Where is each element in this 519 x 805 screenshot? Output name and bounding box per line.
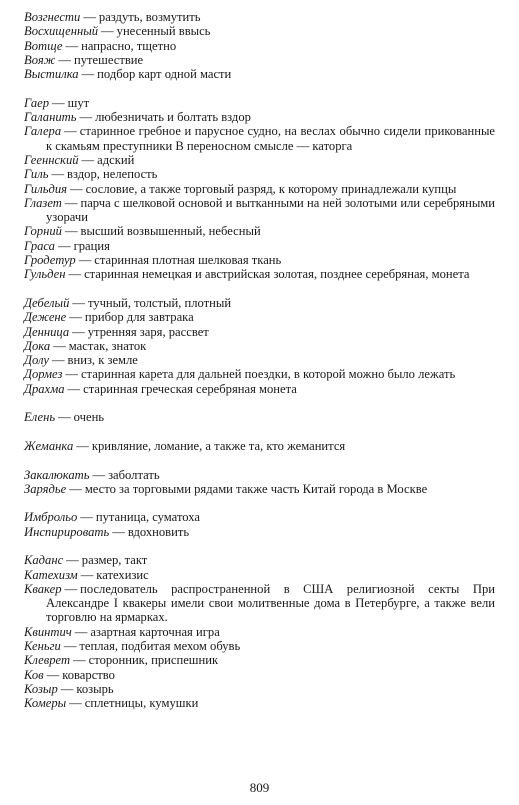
entry-term: Закалюкать <box>24 467 90 482</box>
glossary-entry <box>24 625 495 639</box>
entry-definition: шут <box>67 95 90 110</box>
glossary-group <box>24 553 495 710</box>
entry-definition: место за торговыми рядами также часть Китай города в Москве <box>84 481 428 496</box>
entry-definition: кривляние, ломание, а также та, кто жеманится <box>91 438 346 453</box>
entry-definition: последователь распространенной в США религиозной секты При Александре I квакеры имели свои молитвенные дома в Петербурге, а также вели торговлю на ярмарках. <box>46 581 495 625</box>
em-dash-separator: — <box>63 639 77 654</box>
em-dash-separator: — <box>46 667 60 682</box>
glossary-entry <box>24 582 495 625</box>
entry-definition: напрасно, тщетно <box>81 38 177 53</box>
em-dash-separator: — <box>53 338 66 353</box>
em-dash-separator: — <box>58 52 71 67</box>
em-dash-separator: — <box>57 238 71 253</box>
entry-term: Комеры <box>24 696 67 711</box>
entry-term: Драхма <box>24 381 65 396</box>
em-dash-separator: — <box>65 38 79 53</box>
em-dash-separator: — <box>64 224 78 239</box>
entry-term: Гаер <box>24 95 50 110</box>
glossary-entry <box>24 510 495 524</box>
glossary-entry <box>24 124 495 153</box>
em-dash-separator: — <box>69 181 83 196</box>
entry-term: Долу <box>24 353 49 368</box>
em-dash-separator: — <box>73 653 86 668</box>
glossary-entry <box>24 267 495 281</box>
glossary-entry <box>24 568 495 582</box>
em-dash-separator: — <box>112 524 125 539</box>
entry-definition: заболтать <box>108 467 160 482</box>
em-dash-separator: — <box>58 410 71 425</box>
glossary-entry <box>24 696 495 710</box>
entry-term: Гильдия <box>24 181 67 196</box>
entry-definition: тучный, толстый, плотный <box>87 295 232 310</box>
em-dash-separator: — <box>72 324 85 339</box>
entry-definition: утренняя заря, рассвет <box>87 324 209 339</box>
entry-definition: старинная карета для дальней поездки, в которой можно было лежать <box>80 367 456 382</box>
entry-definition: вздор, нелепость <box>67 167 158 182</box>
entry-term: Гиль <box>24 167 49 182</box>
entry-term: Восхищенный <box>24 24 99 39</box>
entry-term: Квинтич <box>24 624 72 639</box>
entry-definition: унесенный ввысь <box>116 24 211 39</box>
glossary-entry <box>24 439 495 453</box>
glossary-entry <box>24 310 495 324</box>
entry-definition: сторонник, приспешник <box>88 653 219 668</box>
glossary-entry <box>24 468 495 482</box>
em-dash-separator: — <box>81 152 95 167</box>
glossary-entry <box>24 182 495 196</box>
glossary-entry <box>24 167 495 181</box>
entry-definition: коварство <box>62 667 115 682</box>
entry-definition: адский <box>97 152 135 167</box>
entry-definition: путешествие <box>74 52 144 67</box>
glossary-entry <box>24 196 495 225</box>
em-dash-separator: — <box>60 681 74 696</box>
em-dash-separator: — <box>52 95 65 110</box>
em-dash-separator: — <box>67 381 81 396</box>
page-number: 809 <box>249 780 270 795</box>
glossary-entry <box>24 10 495 24</box>
glossary-entry <box>24 653 495 667</box>
entry-definition: старинная немецкая и австрийская золотая, позднее серебряная, монета <box>84 267 470 282</box>
glossary-entry <box>24 682 495 696</box>
entry-term: Катехизм <box>24 567 78 582</box>
em-dash-separator: — <box>101 24 114 39</box>
entry-term: Денница <box>24 324 70 339</box>
entry-term: Ков <box>24 667 44 682</box>
entry-definition: парча с шелковой основой и вытканными на ней золотыми или серебряными узорачи <box>46 195 495 225</box>
glossary-entry <box>24 39 495 53</box>
entry-definition: азартная карточная игра <box>90 624 220 639</box>
entry-term: Гродетур <box>24 253 76 268</box>
em-dash-separator: — <box>51 167 65 182</box>
em-dash-separator: — <box>74 624 88 639</box>
entry-definition: очень <box>73 410 105 425</box>
glossary-entry <box>24 553 495 567</box>
glossary-entry <box>24 296 495 310</box>
entry-term: Кеньги <box>24 639 61 654</box>
entry-term: Жеманка <box>24 438 74 453</box>
glossary-list <box>24 10 495 711</box>
em-dash-separator: — <box>69 696 82 711</box>
em-dash-separator: — <box>76 438 89 453</box>
glossary-entry <box>24 224 495 238</box>
entry-term: Гееннский <box>24 152 79 167</box>
entry-definition: сплетницы, кумушки <box>84 696 199 711</box>
entry-definition: козырь <box>76 681 114 696</box>
em-dash-separator: — <box>72 295 85 310</box>
glossary-group <box>24 510 495 539</box>
glossary-entry <box>24 353 495 367</box>
em-dash-separator: — <box>79 110 93 125</box>
entry-definition: подбор карт одной масти <box>97 67 232 82</box>
entry-term: Инспирировать <box>24 524 110 539</box>
glossary-entry <box>24 367 495 381</box>
em-dash-separator: — <box>68 267 82 282</box>
glossary-entry <box>24 668 495 682</box>
entry-definition: старинное гребное и парусное судно, на веслах обычно сидели прикованные к скамьям преступники В переносном смысле — каторга <box>46 124 495 153</box>
em-dash-separator: — <box>66 553 79 568</box>
entry-term: Клеврет <box>24 653 71 668</box>
entry-term: Дебелый <box>24 295 70 310</box>
glossary-entry <box>24 639 495 653</box>
em-dash-separator: — <box>65 367 78 382</box>
entry-definition: высший возвышенный, небесный <box>80 224 261 239</box>
glossary-entry <box>24 239 495 253</box>
entry-definition: сословие, а также торговый разряд, к которому принадлежали купцы <box>85 181 457 196</box>
glossary-entry <box>24 382 495 396</box>
entry-definition: путаница, суматоха <box>95 510 200 525</box>
entry-term: Имброльо <box>24 510 78 525</box>
glossary-entry <box>24 253 495 267</box>
glossary-entry <box>24 153 495 167</box>
entry-term: Дежене <box>24 310 67 325</box>
glossary-entry <box>24 482 495 496</box>
glossary-entry <box>24 525 495 539</box>
entry-term: Козыр <box>24 681 58 696</box>
entry-term: Граса <box>24 238 55 253</box>
em-dash-separator: — <box>69 310 82 325</box>
glossary-entry <box>24 410 495 424</box>
entry-definition: грация <box>73 238 110 253</box>
entry-term: Глазет <box>24 195 62 210</box>
entry-definition: любезничать и болтать вздор <box>95 110 251 125</box>
em-dash-separator: — <box>78 253 92 268</box>
entry-term: Вояж <box>24 52 56 67</box>
glossary-group <box>24 10 495 81</box>
entry-term: Возгнести <box>24 10 81 24</box>
glossary-group <box>24 96 495 282</box>
entry-definition: прибор для завтрака <box>84 310 194 325</box>
glossary-group <box>24 410 495 424</box>
entry-term: Зарядье <box>24 481 67 496</box>
em-dash-separator: — <box>80 567 94 582</box>
entry-term: Дока <box>24 338 51 353</box>
entry-term: Вотще <box>24 38 63 53</box>
em-dash-separator: — <box>69 481 82 496</box>
em-dash-separator: — <box>80 510 93 525</box>
entry-definition: старинная плотная шелковая ткань <box>94 253 282 268</box>
entry-term: Галера <box>24 124 62 139</box>
em-dash-separator: — <box>64 195 78 210</box>
entry-term: Квакер <box>24 581 62 596</box>
glossary-entry <box>24 96 495 110</box>
entry-definition: теплая, подбитая мехом обувь <box>79 639 241 654</box>
glossary-entry <box>24 67 495 81</box>
entry-term: Выстилка <box>24 67 79 82</box>
glossary-group <box>24 439 495 453</box>
entry-term: Дормез <box>24 367 63 382</box>
entry-term: Галанить <box>24 110 77 125</box>
em-dash-separator: — <box>51 353 65 368</box>
glossary-entry <box>24 53 495 67</box>
glossary-entry <box>24 110 495 124</box>
em-dash-separator: — <box>64 124 77 139</box>
entry-term: Горний <box>24 224 62 239</box>
entry-definition: старинная греческая серебряная монета <box>83 381 297 396</box>
em-dash-separator: — <box>92 467 106 482</box>
entry-definition: вдохновить <box>127 524 190 539</box>
entry-definition: вниз, к земле <box>67 353 138 368</box>
entry-definition: раздуть, возмутить <box>98 10 201 24</box>
em-dash-separator: — <box>64 581 78 596</box>
entry-term: Елень <box>24 410 56 425</box>
em-dash-separator: — <box>81 67 95 82</box>
glossary-group <box>24 468 495 497</box>
glossary-entry <box>24 339 495 353</box>
glossary-group <box>24 296 495 396</box>
entry-definition: размер, такт <box>81 553 148 568</box>
glossary-entry <box>24 24 495 38</box>
glossary-entry <box>24 325 495 339</box>
entry-term: Каданс <box>24 553 64 568</box>
em-dash-separator: — <box>83 10 96 24</box>
entry-term: Гульден <box>24 267 66 282</box>
entry-definition: мастак, знаток <box>68 338 147 353</box>
entry-definition: катехизис <box>96 567 149 582</box>
